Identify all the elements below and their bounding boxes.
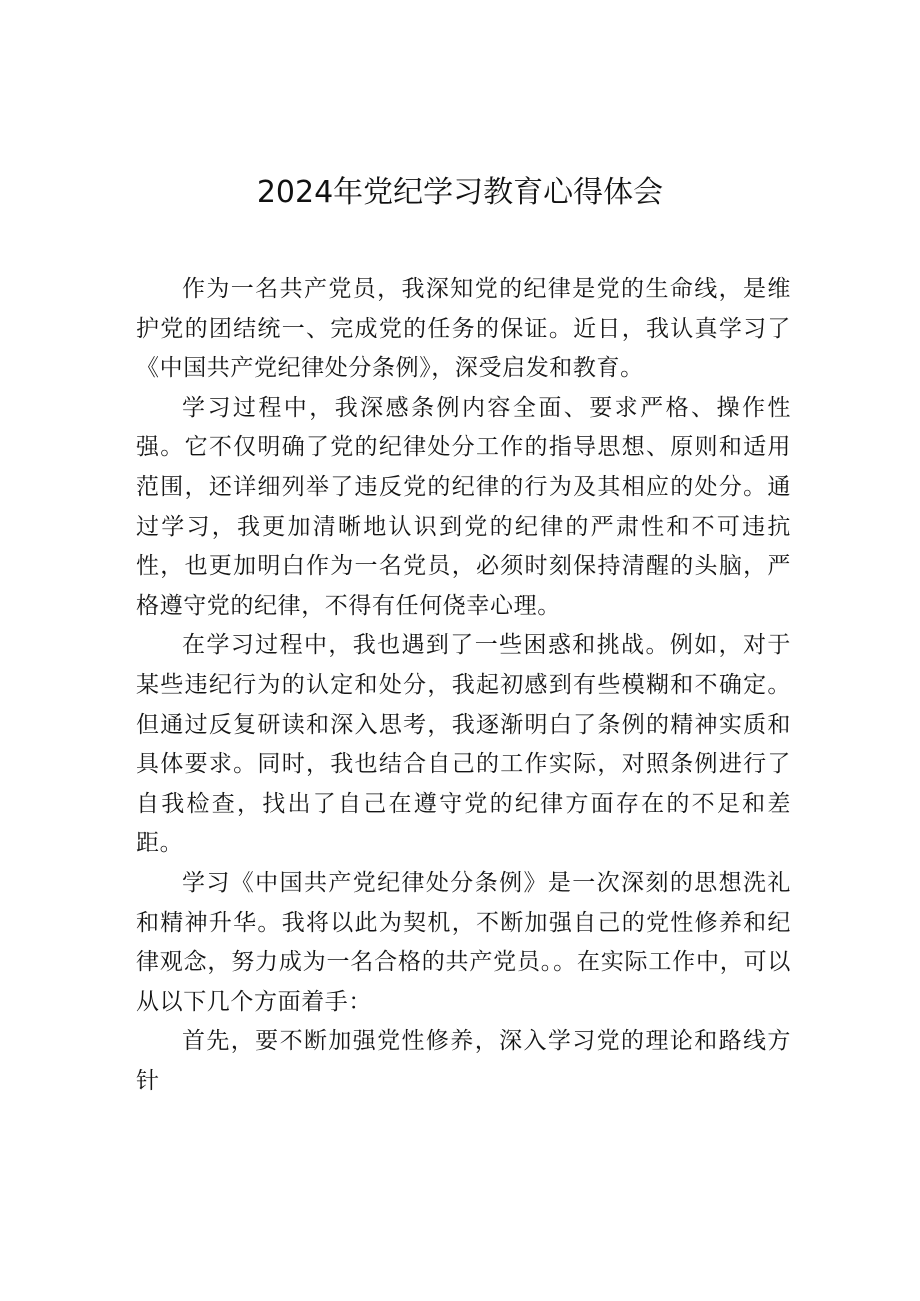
paragraph-2: 学习过程中，我深感条例内容全面、要求严格、操作性强。它不仅明确了党的纪律处分工作的指导思想、原则和适用范围，还详细列举了违反党的纪律的行为及其相应的处分。通过学习，我更加清晰地认识到党的纪律的严肃性和不可违抗性，也更加明白作为一名党员，必须时刻保持清醒的头脑，严格遵守党的纪律，不得有任何侥幸心理。 (136, 394, 791, 619)
paragraph-3: 在学习过程中，我也遇到了一些困惑和挑战。例如，对于某些违纪行为的认定和处分，我起初感到有些模糊和不确定。但通过反复研读和深入思考，我逐渐明白了条例的精神实质和具体要求。同时，我也结合自己的工作实际，对照条例进行了自我检查，找出了自己在遵守党的纪律方面存在的不足和差距。 (136, 632, 791, 857)
document-body (136, 270, 791, 1101)
paragraph-5: 首先，要不断加强党性修养，深入学习党的理论和路线方针 (136, 1028, 791, 1094)
paragraph-4: 学习《中国共产党纪律处分条例》是一次深刻的思想洗礼和精神升华。我将以此为契机，不断加强自己的党性修养和纪律观念，努力成为一名合格的共产党员。。在实际工作中，可以从以下几个方面着手： (136, 869, 791, 1015)
document-title: 2024年党纪学习教育心得体会 (256, 175, 664, 210)
paragraph-1: 作为一名共产党员，我深知党的纪律是党的生命线，是维护党的团结统一、完成党的任务的保证。近日，我认真学习了《中国共产党纪律处分条例》，深受启发和教育。 (136, 276, 791, 382)
